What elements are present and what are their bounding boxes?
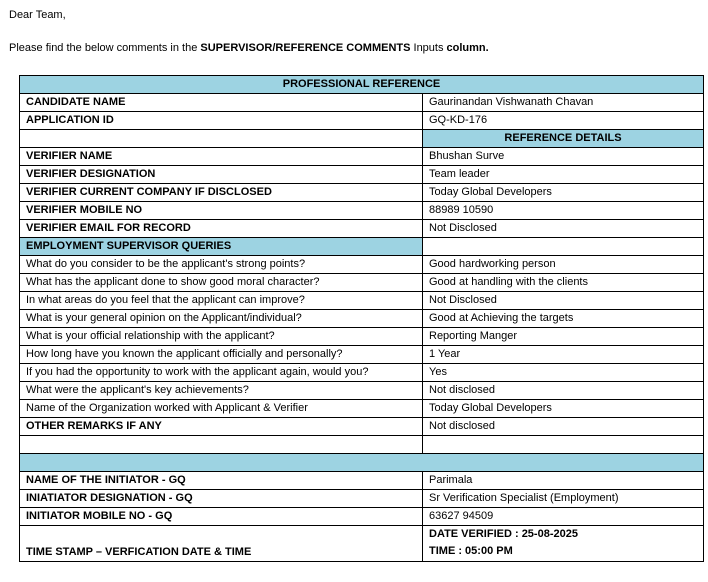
field-label: VERIFIER MOBILE NO [20,202,423,220]
table-row [20,94,704,112]
field-label: VERIFIER EMAIL FOR RECORD [20,220,423,238]
employment-supervisor-queries-header: EMPLOYMENT SUPERVISOR QUERIES [20,238,423,256]
table-row [20,220,704,238]
field-label: APPLICATION ID [20,112,423,130]
blank-cell [20,436,423,454]
table-row [20,364,704,382]
field-value: Team leader [423,166,704,184]
reference-details-header: REFERENCE DETAILS [423,130,704,148]
timestamp-row [20,526,704,562]
table-row [20,166,704,184]
reference-details-row [20,130,704,148]
table-row [20,202,704,220]
query-question: In what areas do you feel that the applicant can improve? [20,292,423,310]
field-value: Bhushan Surve [423,148,704,166]
table-row [20,400,704,418]
table-body [20,76,704,562]
query-question: What do you consider to be the applicant's strong points? [20,256,423,274]
table-row [20,184,704,202]
query-question: What were the applicant's key achievements? [20,382,423,400]
query-question: If you had the opportunity to work with the applicant again, would you? [20,364,423,382]
queries-header-row [20,238,704,256]
field-value: 63627 94509 [423,508,704,526]
table-row [20,346,704,364]
table-row [20,490,704,508]
other-remarks-label: OTHER REMARKS IF ANY [20,418,423,436]
table-row [20,148,704,166]
field-value: Today Global Developers [423,184,704,202]
table-header-row [20,76,704,94]
other-remarks-value: Not disclosed [423,418,704,436]
field-value: Gaurinandan Vishwanath Chavan [423,94,704,112]
field-value: Parimala [423,472,704,490]
timestamp-label: TIME STAMP – VERFICATION DATE & TIME [20,526,423,562]
table-row [20,508,704,526]
field-value: 88989 10590 [423,202,704,220]
field-label: VERIFIER CURRENT COMPANY IF DISCLOSED [20,184,423,202]
greeting-text: Dear Team, [9,9,66,21]
professional-reference-table [19,75,704,562]
intro-text [9,41,489,55]
intro-bold-column: SUPERVISOR/REFERENCE COMMENTS [200,42,411,54]
spacer-row [20,436,704,454]
table-row [20,472,704,490]
blue-separator-row [20,454,704,472]
field-value: Sr Verification Specialist (Employment) [423,490,704,508]
blue-separator [20,454,704,472]
query-answer: Yes [423,364,704,382]
blank-cell [423,436,704,454]
table-row [20,292,704,310]
table-row [20,112,704,130]
intro-bold-end: column. [446,42,489,54]
timestamp-value [423,526,704,562]
table-row [20,274,704,292]
query-answer: Good at Achieving the targets [423,310,704,328]
query-answer: Not disclosed [423,382,704,400]
query-question: How long have you known the applicant officially and personally? [20,346,423,364]
query-question: What is your general opinion on the Applicant/individual? [20,310,423,328]
time-verified: TIME : 05:00 PM [429,545,513,557]
field-value: GQ-KD-176 [423,112,704,130]
query-answer: 1 Year [423,346,704,364]
query-answer: Good at handling with the clients [423,274,704,292]
field-label: VERIFIER DESIGNATION [20,166,423,184]
intro-prefix: Please find the below comments in the [9,42,201,54]
query-answer: Reporting Manger [423,328,704,346]
blank-cell [20,130,423,148]
table-row [20,310,704,328]
field-label: VERIFIER NAME [20,148,423,166]
query-answer: Not Disclosed [423,292,704,310]
table-row [20,382,704,400]
table-row [20,256,704,274]
query-question: What has the applicant done to show good moral character? [20,274,423,292]
field-value: Not Disclosed [423,220,704,238]
date-verified: DATE VERIFIED : 25-08-2025 [429,528,578,540]
professional-reference-header: PROFESSIONAL REFERENCE [20,76,704,94]
query-question: Name of the Organization worked with Applicant & Verifier [20,400,423,418]
field-label: NAME OF THE INITIATOR - GQ [20,472,423,490]
table-row [20,418,704,436]
field-label: INITIATOR MOBILE NO - GQ [20,508,423,526]
table-row [20,328,704,346]
field-label: INIATIATOR DESIGNATION - GQ [20,490,423,508]
field-label: CANDIDATE NAME [20,94,423,112]
blank-cell [423,238,704,256]
intro-middle: Inputs [410,42,447,54]
query-answer: Good hardworking person [423,256,704,274]
query-question: What is your official relationship with the applicant? [20,328,423,346]
query-answer: Today Global Developers [423,400,704,418]
